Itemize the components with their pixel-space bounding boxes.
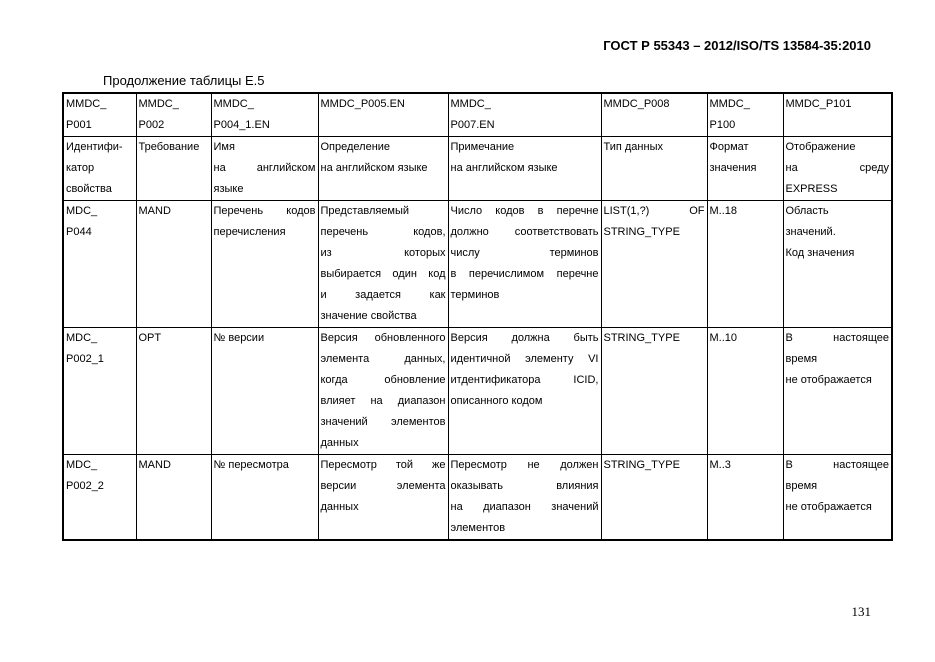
cell-text: не отображается xyxy=(785,374,872,386)
table-cell xyxy=(63,455,136,541)
cell-text: № версии xyxy=(213,332,265,344)
cell-text: выбирается один код xyxy=(320,268,446,280)
cell-text: время xyxy=(785,480,818,492)
cell-text: когда обновление xyxy=(320,374,446,386)
cell-text: перечисления xyxy=(213,226,286,238)
table-cell xyxy=(448,455,601,541)
cell-text: перечень кодов, xyxy=(320,226,446,238)
table-cell xyxy=(448,93,601,137)
standard-reference-header: ГОСТ Р 55343 – 2012/ISO/TS 13584-35:2010 xyxy=(603,38,871,53)
cell-text: MDC_ xyxy=(66,459,98,471)
table-cell xyxy=(318,328,448,455)
cell-text: Определение xyxy=(320,141,391,153)
cell-text: MMDC_ xyxy=(138,98,179,110)
cell-text: значения xyxy=(709,162,757,174)
cell-text: P004_1.EN xyxy=(213,119,270,131)
cell-text: MMDC_ xyxy=(213,98,254,110)
cell-text: значение свойства xyxy=(320,310,417,322)
table-cell xyxy=(707,455,783,541)
cell-text: P100 xyxy=(709,119,736,131)
table-row xyxy=(63,328,892,455)
cell-text: MDC_ xyxy=(66,205,98,217)
column-label-row xyxy=(63,137,892,201)
table-cell xyxy=(707,93,783,137)
table-cell xyxy=(136,455,211,541)
cell-text: на диапазон значений xyxy=(450,501,599,513)
table-cell xyxy=(601,137,707,201)
table-caption: Продолжение таблицы Е.5 xyxy=(103,73,265,88)
cell-text: значений элементов xyxy=(320,416,446,428)
cell-text: MMDC_P005.EN xyxy=(320,98,405,110)
table-cell xyxy=(136,201,211,328)
table-cell xyxy=(211,201,318,328)
cell-text: на английском xyxy=(213,162,316,174)
cell-text: описанного кодом xyxy=(450,395,543,407)
table-cell xyxy=(136,93,211,137)
cell-text: P007.EN xyxy=(450,119,495,131)
cell-text: данных xyxy=(320,501,359,513)
cell-text: P001 xyxy=(66,119,92,131)
cell-text: версии элемента xyxy=(320,480,446,492)
table-cell xyxy=(318,201,448,328)
cell-text: данных xyxy=(320,437,359,449)
cell-text: MMDC_ xyxy=(66,98,107,110)
cell-text: Примечание xyxy=(450,141,515,153)
table-cell xyxy=(601,455,707,541)
table-cell xyxy=(783,455,892,541)
cell-text: элемента данных, xyxy=(320,353,446,365)
cell-text: Имя xyxy=(213,141,235,153)
cell-text: Формат xyxy=(709,141,749,153)
table-cell xyxy=(783,137,892,201)
table-cell xyxy=(448,201,601,328)
cell-text: Код значения xyxy=(785,247,855,259)
table-cell xyxy=(63,137,136,201)
cell-text: в перечислимом перечне xyxy=(450,268,599,280)
table-cell xyxy=(211,455,318,541)
cell-text: языке xyxy=(213,183,244,195)
cell-text: Тип данных xyxy=(603,141,663,153)
cell-text: и задается как xyxy=(320,289,446,301)
cell-text: Версия обновленного xyxy=(320,332,446,344)
cell-text: Требование xyxy=(138,141,200,153)
cell-text: MAND xyxy=(138,205,171,217)
cell-text: на среду xyxy=(785,162,889,174)
cell-text: EXPRESS xyxy=(785,183,838,195)
cell-text: значений. xyxy=(785,226,836,238)
cell-text: из которых xyxy=(320,247,446,259)
data-table xyxy=(62,92,893,541)
table-cell xyxy=(63,93,136,137)
cell-text: STRING_TYPE xyxy=(603,459,680,471)
cell-text: № пересмотра xyxy=(213,459,289,471)
table-cell xyxy=(318,137,448,201)
table-cell xyxy=(707,201,783,328)
cell-text: MAND xyxy=(138,459,171,471)
cell-text: P002_1 xyxy=(66,353,104,365)
cell-text: на английском языке xyxy=(450,162,558,174)
cell-text: Версия должна быть xyxy=(450,332,599,344)
cell-text: MMDC_P101 xyxy=(785,98,852,110)
cell-text: P044 xyxy=(66,226,92,238)
cell-text: Область xyxy=(785,205,829,217)
cell-text: катор xyxy=(66,162,95,174)
table-cell xyxy=(783,201,892,328)
cell-text: P002_2 xyxy=(66,480,104,492)
cell-text: M..10 xyxy=(709,332,738,344)
cell-text: итдентификатора ICID, xyxy=(450,374,599,386)
cell-text: STRING_TYPE xyxy=(603,226,680,238)
table-cell xyxy=(601,93,707,137)
page-number: 131 xyxy=(851,604,871,619)
cell-text: свойства xyxy=(66,183,112,195)
table-cell xyxy=(448,328,601,455)
cell-text: P002 xyxy=(138,119,165,131)
table-cell xyxy=(136,328,211,455)
cell-text: В настоящее xyxy=(785,459,889,471)
table-cell xyxy=(783,328,892,455)
cell-text: идентичной элементу VI xyxy=(450,353,599,365)
cell-text: Число кодов в перечне xyxy=(450,205,599,217)
cell-text: не отображается xyxy=(785,501,872,513)
cell-text: числу терминов xyxy=(450,247,599,259)
cell-text: Отображение xyxy=(785,141,856,153)
cell-text: M..18 xyxy=(709,205,738,217)
cell-text: Пересмотр той же xyxy=(320,459,446,471)
cell-text: MMDC_P008 xyxy=(603,98,670,110)
table-row xyxy=(63,455,892,541)
cell-text: элементов xyxy=(450,522,506,534)
table-cell xyxy=(211,93,318,137)
table-cell xyxy=(707,137,783,201)
cell-text: терминов xyxy=(450,289,500,301)
table-cell xyxy=(63,201,136,328)
cell-text: STRING_TYPE xyxy=(603,332,680,344)
table-cell xyxy=(318,93,448,137)
cell-text: MMDC_ xyxy=(709,98,750,110)
table-row xyxy=(63,201,892,328)
cell-text: Пересмотр не должен xyxy=(450,459,599,471)
table-cell xyxy=(601,328,707,455)
cell-text: оказывать влияния xyxy=(450,480,599,492)
cell-text: Идентифи- xyxy=(66,141,123,153)
cell-text: MMDC_ xyxy=(450,98,491,110)
cell-text: влияет на диапазон xyxy=(320,395,446,407)
table-cell xyxy=(318,455,448,541)
cell-text: Представляемый xyxy=(320,205,410,217)
table-cell xyxy=(601,201,707,328)
cell-text: Перечень кодов xyxy=(213,205,316,217)
cell-text: M..3 xyxy=(709,459,731,471)
cell-text: время xyxy=(785,353,818,365)
cell-text: OPT xyxy=(138,332,162,344)
table-cell xyxy=(707,328,783,455)
table-cell xyxy=(211,328,318,455)
table-cell xyxy=(136,137,211,201)
table-cell xyxy=(63,328,136,455)
column-code-row xyxy=(63,93,892,137)
cell-text: MDC_ xyxy=(66,332,98,344)
table-cell xyxy=(211,137,318,201)
cell-text: на английском языке xyxy=(320,162,428,174)
table-cell xyxy=(448,137,601,201)
cell-text: должно соответствовать xyxy=(450,226,599,238)
cell-text: В настоящее xyxy=(785,332,889,344)
table-cell xyxy=(783,93,892,137)
cell-text: LIST(1,?) OF xyxy=(603,205,705,217)
